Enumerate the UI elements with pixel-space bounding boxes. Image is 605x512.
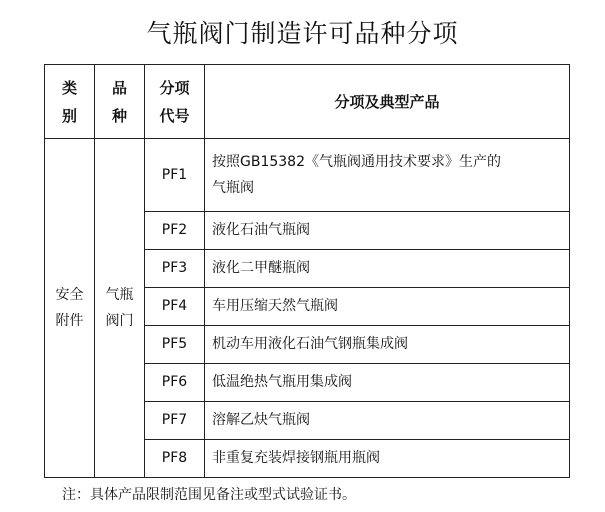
header-products: 分项及典型产品 bbox=[205, 65, 570, 139]
desc-cell bbox=[205, 139, 570, 212]
desc-cell: 机动车用液化石油气钢瓶集成阀 bbox=[205, 326, 570, 364]
header-category-line1: 类 bbox=[61, 78, 77, 97]
table-header-row bbox=[45, 65, 570, 139]
category-line1: 安全 bbox=[55, 287, 84, 303]
table-row bbox=[45, 139, 570, 212]
desc-cell: 车用压缩天然气瓶阀 bbox=[205, 288, 570, 326]
header-variety bbox=[95, 65, 145, 139]
header-code bbox=[145, 65, 205, 139]
variety-line1: 气瓶 bbox=[105, 287, 134, 303]
permit-table bbox=[44, 64, 570, 478]
code-cell: PF7 bbox=[145, 402, 205, 440]
header-code-line1: 分项 bbox=[159, 78, 190, 97]
desc-cell: 低温绝热气瓶用集成阀 bbox=[205, 364, 570, 402]
code-cell: PF1 bbox=[145, 139, 205, 212]
desc-cell: 非重复充装焊接钢瓶用瓶阀 bbox=[205, 440, 570, 478]
code-cell: PF4 bbox=[145, 288, 205, 326]
desc-line2: 气瓶阀 bbox=[212, 180, 254, 196]
category-cell bbox=[45, 139, 95, 478]
code-cell: PF6 bbox=[145, 364, 205, 402]
header-category-line2: 别 bbox=[61, 106, 77, 125]
code-cell: PF3 bbox=[145, 250, 205, 288]
desc-cell: 液化二甲醚瓶阀 bbox=[205, 250, 570, 288]
header-category bbox=[45, 65, 95, 139]
header-variety-line2: 种 bbox=[111, 106, 127, 125]
code-cell: PF8 bbox=[145, 440, 205, 478]
variety-line2: 阀门 bbox=[105, 313, 134, 329]
category-line2: 附件 bbox=[55, 313, 84, 329]
desc-cell: 溶解乙炔气瓶阀 bbox=[205, 402, 570, 440]
footnote: 注：具体产品限制范围见备注或型式试验证书。 bbox=[62, 487, 356, 503]
header-variety-line1: 品 bbox=[111, 78, 127, 97]
code-cell: PF5 bbox=[145, 326, 205, 364]
page-title: 气瓶阀门制造许可品种分项 bbox=[146, 19, 459, 48]
variety-cell bbox=[95, 139, 145, 478]
desc-cell: 液化石油气瓶阀 bbox=[205, 212, 570, 250]
desc-line1: 按照GB15382《气瓶阀通用技术要求》生产的 bbox=[212, 154, 501, 170]
header-code-line2: 代号 bbox=[159, 106, 190, 125]
code-cell: PF2 bbox=[145, 212, 205, 250]
